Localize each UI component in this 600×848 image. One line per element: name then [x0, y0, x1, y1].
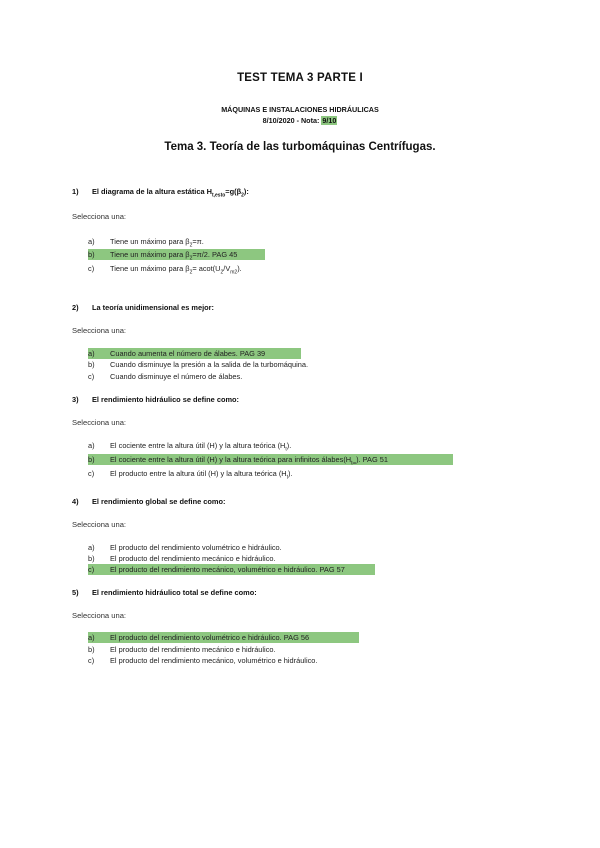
option-letter: c) — [88, 469, 95, 478]
option-tail: ). — [286, 441, 292, 450]
option-3a[interactable] — [88, 440, 291, 451]
option-5a[interactable] — [88, 632, 359, 643]
option-subscript: 2 — [189, 242, 193, 249]
option-1b[interactable] — [88, 249, 265, 260]
option-subscript: t∞ — [351, 460, 357, 467]
question-text: El rendimiento hidráulico total se define como: — [92, 588, 257, 597]
option-tail: =π. — [192, 237, 204, 246]
question-text: La teoría unidimensional es mejor: — [92, 303, 214, 312]
option-tail: = acot(U — [192, 264, 221, 273]
option-text: El producto entre la altura útil (H) y la altura teórica (H — [110, 469, 287, 478]
score-badge: 9/10 — [322, 116, 337, 125]
option-1a[interactable] — [88, 236, 204, 247]
option-letter: c) — [88, 656, 95, 665]
option-text: El producto del rendimiento volumétrico e hidráulico. PAG 56 — [110, 633, 310, 642]
option-2b[interactable] — [88, 359, 308, 370]
option-tail: ). — [288, 469, 293, 478]
select-label: Selecciona una: — [72, 326, 127, 335]
subject-name: MÁQUINAS E INSTALACIONES HIDRÁULICAS — [221, 105, 379, 114]
question-number: 3) — [72, 395, 79, 404]
option-1c[interactable] — [88, 263, 242, 274]
option-5c[interactable] — [88, 655, 317, 666]
select-label: Selecciona una: — [72, 212, 127, 221]
select-label: Selecciona una: — [72, 520, 127, 529]
option-subscript: 2 — [189, 255, 193, 262]
question-5 — [72, 588, 257, 597]
option-text: El producto del rendimiento mecánico, volumétrico e hidráulico. PAG 57 — [110, 565, 345, 574]
option-text: Tiene un máximo para β — [110, 237, 190, 246]
question-number: 5) — [72, 588, 79, 597]
option-2c[interactable] — [88, 371, 242, 382]
option-3c[interactable] — [88, 468, 293, 479]
option-3b[interactable] — [88, 454, 453, 465]
option-letter: b) — [88, 554, 95, 563]
option-text: Tiene un máximo para β — [110, 250, 190, 259]
question-number: 2) — [72, 303, 79, 312]
option-letter: b) — [88, 645, 95, 654]
option-subscript: t — [285, 446, 287, 453]
option-text: Cuando aumenta el número de álabes. PAG 39 — [110, 349, 266, 358]
question-1 — [72, 187, 249, 198]
question-text: El diagrama de la altura estática H — [92, 187, 212, 196]
question-subscript: t,esto — [211, 192, 226, 199]
option-letter: a) — [88, 543, 95, 552]
option-letter: c) — [88, 372, 95, 381]
question-4 — [72, 497, 225, 506]
question-2 — [72, 303, 214, 312]
topic-heading: Tema 3. Teoría de las turbomáquinas Centrífugas. — [164, 141, 436, 153]
question-3 — [72, 395, 239, 404]
option-text: El cociente entre la altura útil (H) y la altura teórica (H — [110, 441, 286, 450]
option-text: Tiene un máximo para β — [110, 264, 190, 273]
select-label: Selecciona una: — [72, 611, 127, 620]
option-letter: b) — [88, 250, 95, 259]
option-4a[interactable] — [88, 542, 282, 553]
option-text: Cuando disminuye el número de álabes. — [110, 372, 243, 381]
question-number: 1) — [72, 187, 79, 196]
option-subscript: t — [286, 474, 289, 481]
date-prefix: 8/10/2020 - Nota: — [262, 116, 322, 125]
option-tail: =π/2. PAG 45 — [192, 250, 238, 259]
question-text: El rendimiento global se define como: — [92, 497, 226, 506]
option-text: Cuando disminuye la presión a la salida de la turbomáquina. — [110, 360, 309, 369]
option-letter: a) — [88, 237, 95, 246]
question-text-tail: ): — [243, 187, 249, 196]
option-subscript: 2 — [189, 269, 193, 276]
question-text-end: =g(β — [225, 187, 242, 196]
question-subscript-2: 2 — [241, 192, 244, 199]
option-letter: c) — [88, 565, 95, 574]
option-text: El producto del rendimiento mecánico e hidráulico. — [110, 645, 276, 654]
date-and-score — [0, 116, 600, 125]
option-2a[interactable] — [88, 348, 301, 359]
option-letter: c) — [88, 264, 95, 273]
select-label: Selecciona una: — [72, 418, 127, 427]
option-letter: a) — [88, 349, 95, 358]
option-letter: b) — [88, 455, 95, 464]
option-subscript-3: m2 — [230, 269, 238, 276]
test-title: TEST TEMA 3 PARTE I — [237, 72, 363, 84]
option-5b[interactable] — [88, 644, 276, 655]
option-text: El producto del rendimiento mecánico e hidráulico. — [110, 554, 276, 563]
question-number: 4) — [72, 497, 79, 506]
question-text: El rendimiento hidráulico se define como: — [92, 395, 240, 404]
option-text: El cociente entre la altura útil (H) y la altura teórica para infinitos álabes(H — [110, 455, 352, 464]
option-letter: b) — [88, 360, 95, 369]
option-tail-3: ). — [237, 264, 242, 273]
option-4c[interactable] — [88, 564, 375, 575]
option-subscript-2: 2 — [220, 269, 224, 276]
option-4b[interactable] — [88, 553, 276, 564]
option-text: El producto del rendimiento mecánico, volumétrico e hidráulico. — [110, 656, 318, 665]
option-tail: ). PAG 51 — [356, 455, 389, 464]
option-tail-2: /V — [223, 264, 231, 273]
option-text: El producto del rendimiento volumétrico e hidráulico. — [110, 543, 282, 552]
option-letter: a) — [88, 441, 95, 450]
option-letter: a) — [88, 633, 95, 642]
